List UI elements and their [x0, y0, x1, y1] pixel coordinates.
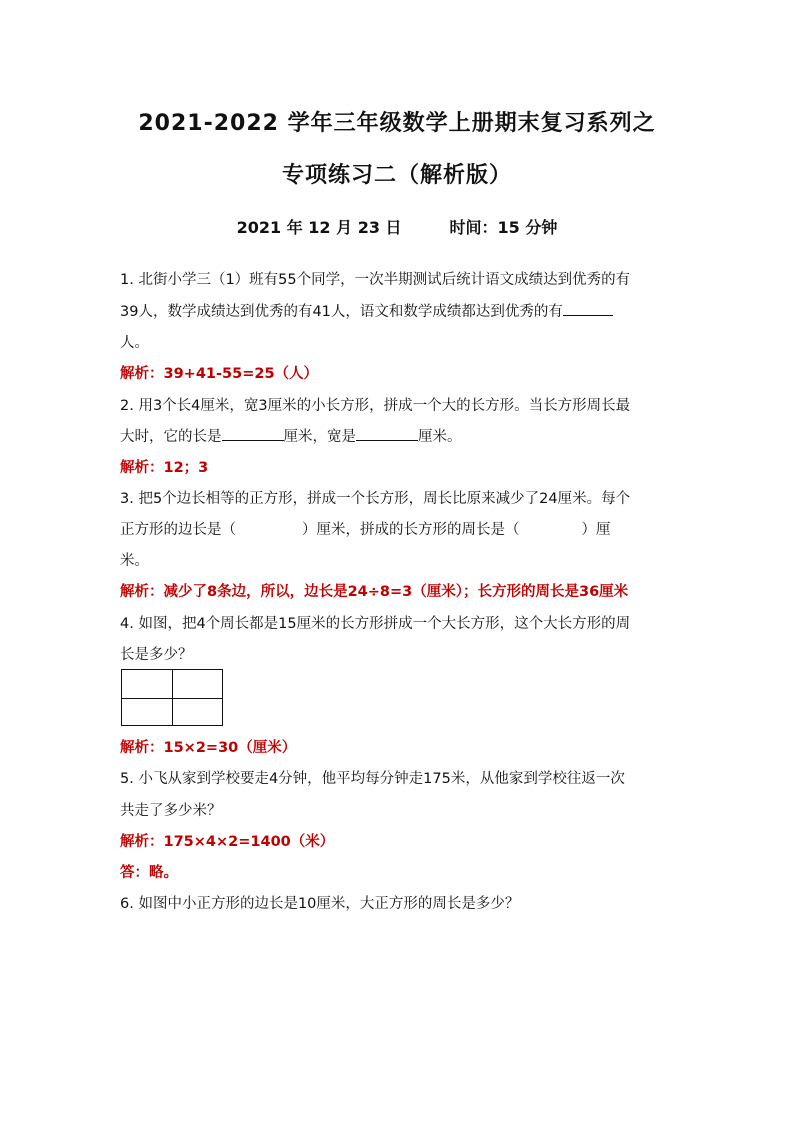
q3-answer: 解析：减少了8条边，所以，边长是24÷8=3（厘米）；长方形的周长是36厘米: [120, 584, 629, 600]
date-text: 2021 年 12 月 23 日: [236, 218, 402, 237]
q1-blank: [563, 301, 613, 316]
q5-line1: 5. 小飞从家到学校要走4分钟，他平均每分钟走175米，从他家到学校往返一次: [120, 771, 625, 787]
grid-horizontal-divider: [122, 698, 222, 699]
q4-line1: 4. 如图，把4个周长都是15厘米的长方形拼成一个大长方形，这个大长方形的周: [120, 616, 631, 632]
page-title-line2: 专项练习二（解析版）: [281, 163, 512, 188]
q5-line2: 共走了多少米？: [120, 803, 222, 819]
q2-line2: [120, 425, 680, 446]
q3-line3: 米。: [120, 553, 149, 569]
q1-line1: 1. 北街小学三（1）班有55个同学，一次半期测试后统计语文成绩达到优秀的有: [120, 272, 631, 288]
page-title-line1: 2021-2022 学年三年级数学上册期末复习系列之: [138, 111, 656, 136]
q3-line2: [120, 518, 680, 539]
q2-line2-c: 厘米。: [418, 429, 462, 445]
time-text: 时间：15 分钟: [449, 218, 558, 237]
q2-answer: 解析：12；3: [120, 460, 209, 476]
q6-line1: 6. 如图中小正方形的边长是10厘米，大正方形的周长是多少？: [120, 896, 520, 912]
q2-blank-width: [356, 426, 418, 441]
q1-line3: 人。: [120, 335, 149, 351]
q4-line2: 长是多少？: [120, 647, 193, 663]
q2-blank-length: [222, 426, 284, 441]
q2-line2-b: 厘米，宽是: [283, 429, 356, 445]
q3-line2-c: ）厘: [581, 522, 611, 538]
q1-answer: 解析：39+41-55=25（人）: [120, 366, 319, 382]
q2-line1: 2. 用3个长4厘米，宽3厘米的小长方形，拼成一个大的长方形。当长方形周长最: [120, 398, 631, 414]
q4-rectangle-grid-figure: [121, 669, 223, 726]
date-time-line: [0, 215, 794, 238]
q3-line2-b: ）厘米，拼成的长方形的周长是（: [302, 522, 520, 538]
q4-answer: 解析：15×2=30（厘米）: [120, 740, 297, 756]
q3-line1: 3. 把5个边长相等的正方形，拼成一个长方形，周长比原来减少了24厘米。每个: [120, 491, 631, 507]
q5-reply: 答：略。: [120, 865, 178, 881]
q2-line2-a: 大时，它的长是: [120, 429, 222, 445]
q1-line2-text: 39人，数学成绩达到优秀的有41人，语文和数学成绩都达到优秀的有: [120, 304, 563, 320]
q5-answer: 解析：175×4×2=1400（米）: [120, 834, 335, 850]
q3-line2-a: 正方形的边长是（: [120, 522, 236, 538]
q1-line2: [120, 300, 680, 321]
